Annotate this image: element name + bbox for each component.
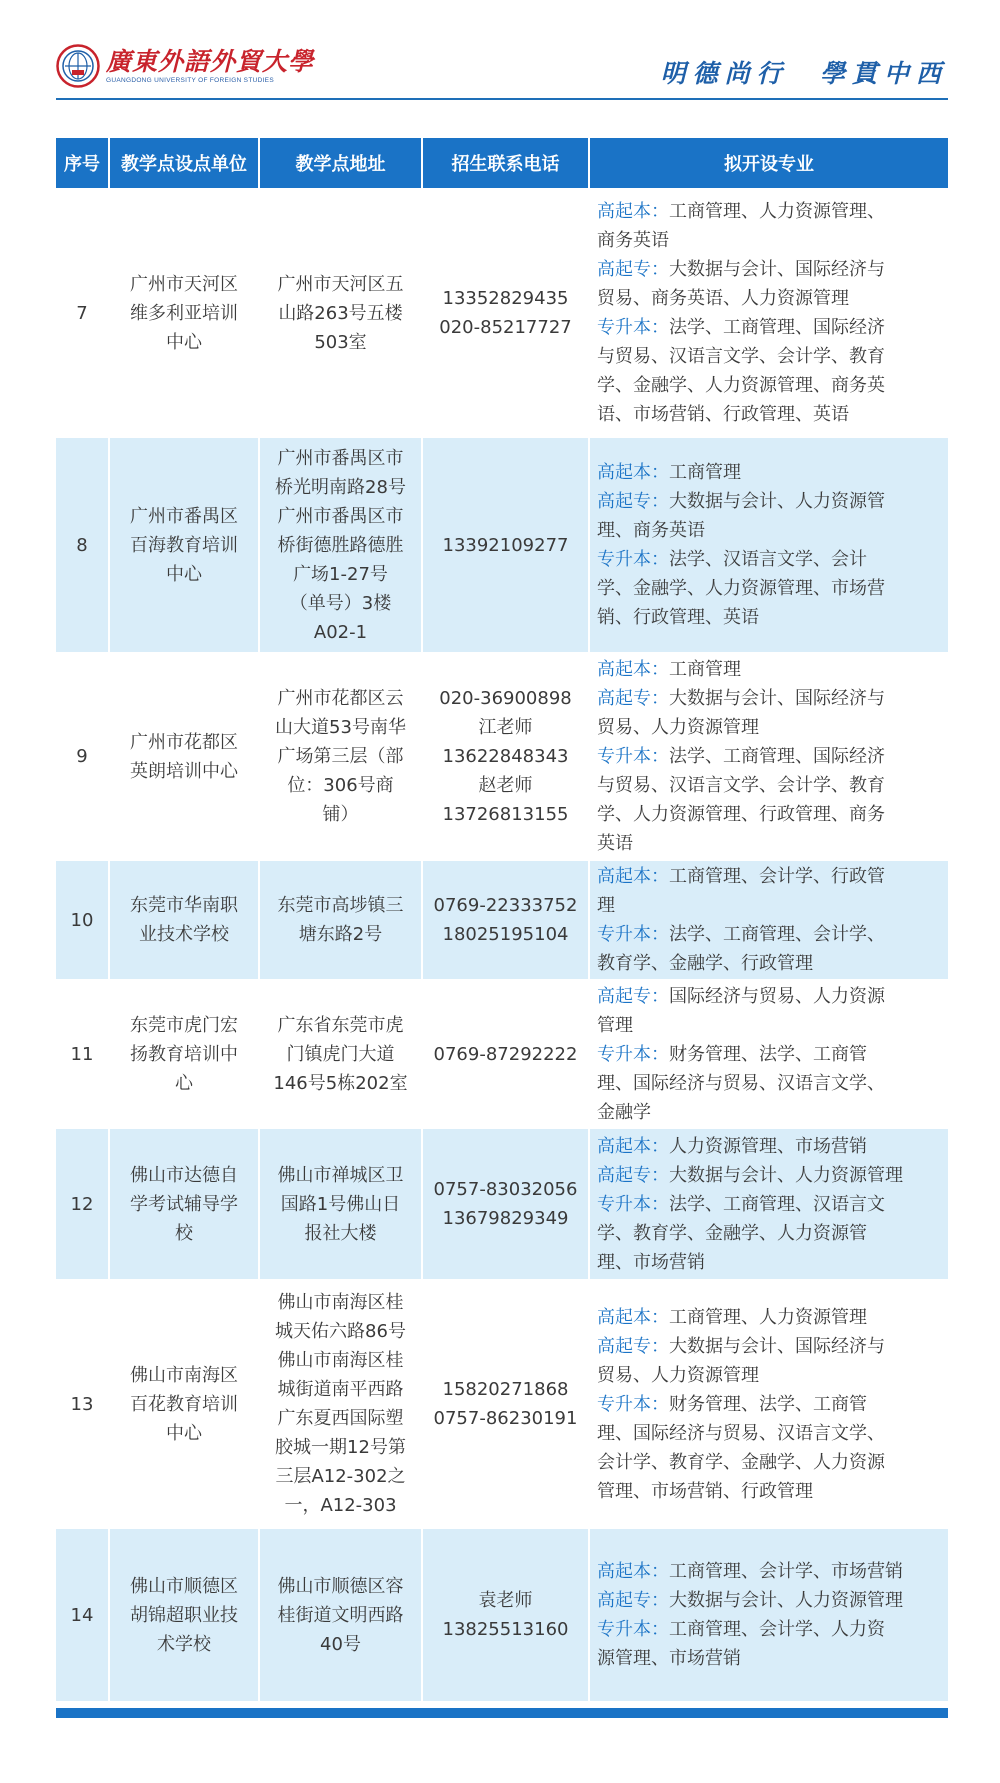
majors-text: 工商管理、会计学、行政管 — [669, 866, 885, 887]
row-number: 10 — [56, 861, 109, 979]
site-address-line: 146号5栋202室 — [273, 1072, 408, 1094]
row-number: 13 — [70, 1393, 94, 1415]
program-level-label: 高起专： — [597, 688, 669, 709]
majors-line — [597, 1615, 942, 1644]
site-phone-line: 18025195104 — [442, 924, 569, 945]
site-phone-line: 0757-86230191 — [433, 1408, 578, 1429]
table-row — [56, 1529, 948, 1701]
site-unit-line: 扬教育培训中 — [130, 1043, 238, 1065]
site-address-line: 桂街道文明西路 — [277, 1604, 404, 1626]
majors-text: 财务管理、法学、工商管 — [669, 1043, 867, 1065]
site-phone — [422, 861, 589, 979]
table-row — [56, 861, 948, 979]
majors-text: 理、国际经济与贸易、汉语言文学、 — [597, 1072, 885, 1094]
majors-line — [597, 800, 942, 829]
majors-line — [597, 255, 942, 284]
site-unit — [109, 188, 259, 438]
majors-line — [597, 713, 942, 742]
site-address-line: 山大道53号南华 — [275, 717, 406, 738]
majors-text: 与贸易、汉语言文学、会计学、教育 — [597, 346, 885, 367]
majors-text: 工商管理、人力资源管理、 — [669, 201, 885, 222]
program-level-label: 专升本： — [597, 1043, 669, 1065]
majors-text: 贸易、人力资源管理 — [597, 717, 759, 738]
majors-text: 财务管理、法学、工商管 — [669, 1393, 867, 1415]
site-address-line: 城天佑六路86号 — [275, 1321, 406, 1342]
site-unit-line: 中心 — [166, 1422, 202, 1444]
majors-line — [597, 1419, 942, 1448]
page-header — [56, 40, 948, 98]
site-unit-line: 业技术学校 — [139, 924, 229, 945]
site-unit-line: 东莞市虎门宏 — [130, 1014, 238, 1036]
majors-line — [597, 1011, 942, 1040]
majors-line — [597, 1477, 942, 1506]
program-level-label: 高起专： — [597, 491, 669, 512]
majors-line — [597, 1069, 942, 1098]
majors-text: 大数据与会计、人力资源管 — [669, 491, 885, 512]
site-address-line: 门镇虎门大道 — [286, 1043, 395, 1065]
site-majors — [589, 652, 948, 861]
table-row — [56, 979, 948, 1129]
program-level-label: 高起本： — [597, 462, 669, 483]
majors-line — [597, 655, 942, 684]
site-address-line: 40号 — [320, 1633, 361, 1655]
site-address-line: 广州市天河区五 — [277, 273, 404, 295]
site-unit-line: 心 — [175, 1072, 193, 1094]
site-phone-line: 袁老师 — [478, 1590, 533, 1611]
site-phone — [422, 438, 589, 652]
site-address-line: 位：306号商 — [287, 775, 394, 796]
majors-text: 贸易、商务英语、人力资源管理 — [597, 288, 849, 309]
site-unit-line: 佛山市顺德区 — [130, 1575, 238, 1597]
program-level-label: 高起专： — [597, 1590, 669, 1611]
majors-line — [597, 574, 942, 603]
majors-text: 法学、汉语言文学、会计 — [669, 549, 867, 570]
university-logo — [56, 44, 314, 88]
site-address-line: 佛山市南海区桂 — [277, 1350, 404, 1371]
table-row — [56, 1279, 948, 1529]
majors-line — [597, 1248, 942, 1277]
majors-line — [597, 862, 942, 891]
row-number: 14 — [56, 1529, 109, 1701]
majors-line — [597, 1190, 942, 1219]
majors-text: 管理 — [597, 1014, 633, 1036]
site-unit-line: 佛山市达德自 — [130, 1164, 238, 1186]
majors-line — [597, 684, 942, 713]
column-header-no: 序号 — [56, 138, 109, 188]
university-name-en: GUANGDONG UNIVERSITY OF FOREIGN STUDIES — [106, 77, 274, 84]
site-phone — [422, 1129, 589, 1279]
site-address-line: A02-1 — [313, 621, 368, 643]
majors-line — [597, 1098, 942, 1127]
program-level-label: 高起本： — [597, 866, 669, 887]
site-phone-line: 13622848343 — [442, 746, 569, 767]
site-phone-line: 13392109277 — [442, 534, 569, 556]
site-phone-line: 15820271868 — [442, 1379, 569, 1400]
majors-text: 与贸易、汉语言文学、会计学、教育 — [597, 775, 885, 796]
university-name-cn: 廣東外語外貿大學 — [106, 47, 315, 76]
majors-text: 理、国际经济与贸易、汉语言文学、 — [597, 1422, 885, 1444]
site-phone — [422, 1279, 589, 1529]
majors-text: 金融学 — [597, 1101, 651, 1123]
row-number: 7 — [76, 302, 88, 324]
site-phone-line: 0769-87292222 — [433, 1043, 578, 1065]
site-phone — [422, 652, 589, 861]
site-address-line: 广州市番禺区市 — [277, 505, 404, 527]
program-level-label: 专升本： — [597, 549, 669, 570]
row-number: 12 — [56, 1129, 109, 1279]
majors-line — [597, 920, 942, 949]
site-address-line: 佛山市禅城区卫 — [277, 1164, 404, 1186]
site-phone-line: 020-85217727 — [439, 317, 572, 338]
majors-line — [597, 891, 942, 920]
site-phone-line: 020-36900898 — [439, 688, 572, 709]
table-body — [56, 188, 948, 1701]
majors-text: 源管理、市场营销 — [597, 1648, 741, 1669]
majors-line — [597, 949, 942, 978]
program-level-label: 高起本： — [597, 659, 669, 680]
majors-text: 法学、工商管理、汉语言文 — [669, 1193, 885, 1215]
program-level-label: 专升本： — [597, 1393, 669, 1415]
program-level-label: 专升本： — [597, 746, 669, 767]
site-phone-line: 13352829435 — [442, 288, 569, 309]
majors-text: 大数据与会计、国际经济与 — [669, 1335, 885, 1357]
site-phone-line: 13726813155 — [442, 804, 569, 825]
site-address-line: 佛山市顺德区容 — [277, 1575, 404, 1597]
site-unit — [109, 438, 259, 652]
majors-text: 商务英语 — [597, 230, 669, 251]
majors-text: 销、行政管理、英语 — [597, 607, 759, 628]
site-address-line: 广东夏西国际塑 — [277, 1408, 404, 1429]
program-level-label: 高起本： — [597, 1135, 669, 1157]
majors-text: 工商管理、会计学、市场营销 — [669, 1561, 903, 1582]
university-motto: 明德尚行 學貫中西 — [660, 59, 948, 88]
site-phone — [422, 188, 589, 438]
program-level-label: 专升本： — [597, 1619, 669, 1640]
site-unit — [109, 1129, 259, 1279]
site-unit — [109, 1279, 259, 1529]
site-address — [259, 1129, 422, 1279]
majors-line — [597, 1219, 942, 1248]
majors-line — [597, 1557, 942, 1586]
site-address-line: 城街道南平西路 — [277, 1379, 404, 1400]
site-address — [259, 652, 422, 861]
majors-line — [597, 1586, 942, 1615]
site-unit-line: 胡锦超职业技 — [130, 1604, 238, 1626]
teaching-sites-table — [56, 138, 948, 1701]
majors-text: 大数据与会计、国际经济与 — [669, 259, 885, 280]
site-phone-line: 13825513160 — [442, 1619, 569, 1640]
site-address-line: 东莞市高埗镇三 — [277, 895, 404, 916]
majors-text: 理、市场营销 — [597, 1251, 705, 1273]
majors-line — [597, 400, 942, 429]
program-level-label: 高起本： — [597, 1306, 669, 1328]
majors-line — [597, 1361, 942, 1390]
majors-text: 法学、工商管理、国际经济 — [669, 746, 885, 767]
site-majors — [589, 861, 948, 979]
site-phone-line: 江老师 — [478, 717, 533, 738]
majors-text: 法学、工商管理、会计学、 — [669, 924, 885, 945]
majors-line — [597, 1161, 942, 1190]
majors-line — [597, 1332, 942, 1361]
site-unit-line: 中心 — [166, 563, 202, 585]
majors-line — [597, 1040, 942, 1069]
site-address-line: 503室 — [314, 331, 367, 353]
site-address-line: 一，A12-303 — [284, 1495, 397, 1516]
majors-line — [597, 1303, 942, 1332]
majors-text: 学、教育学、金融学、人力资源管 — [597, 1222, 867, 1244]
column-header-majors: 拟开设专业 — [589, 138, 948, 188]
majors-line — [597, 1132, 942, 1161]
column-header-phone: 招生联系电话 — [422, 138, 589, 188]
program-level-label: 高起专： — [597, 1164, 669, 1186]
site-address-line: 山路263号五楼 — [278, 302, 403, 324]
site-unit-line: 维多利亚培训 — [130, 302, 238, 324]
majors-line — [597, 313, 942, 342]
program-level-label: 高起专： — [597, 1335, 669, 1357]
program-level-label: 高起专： — [597, 985, 669, 1007]
majors-line — [597, 226, 942, 255]
site-address-line: 广场1-27号 — [293, 563, 388, 585]
site-address — [259, 438, 422, 652]
site-unit-line: 广州市天河区 — [130, 273, 238, 295]
majors-text: 工商管理、人力资源管理 — [669, 1306, 867, 1328]
majors-text: 大数据与会计、人力资源管理 — [669, 1590, 903, 1611]
majors-line — [597, 371, 942, 400]
site-unit-line: 百花教育培训 — [130, 1393, 238, 1415]
site-unit-line: 东莞市华南职 — [130, 895, 238, 916]
site-unit — [109, 1529, 259, 1701]
column-header-address: 教学点地址 — [259, 138, 422, 188]
site-majors — [589, 1529, 948, 1701]
majors-text: 工商管理 — [669, 659, 741, 680]
site-phone — [422, 1529, 589, 1701]
table-row — [56, 1129, 948, 1279]
site-unit-line: 广州市花都区 — [130, 731, 238, 753]
program-level-label: 高起本： — [597, 201, 669, 222]
majors-line — [597, 1644, 942, 1673]
site-address-line: 胶城一期12号第 — [275, 1437, 406, 1458]
site-address-line: （单号）3楼 — [289, 592, 392, 614]
majors-text: 大数据与会计、国际经济与 — [669, 688, 885, 709]
majors-line — [597, 829, 942, 858]
site-unit-line: 百海教育培训 — [130, 534, 238, 556]
site-address-line: 三层A12-302之 — [275, 1466, 406, 1487]
site-phone-line: 13679829349 — [442, 1208, 569, 1229]
site-address-line: 国路1号佛山日 — [280, 1193, 401, 1215]
site-address — [259, 861, 422, 979]
site-majors — [589, 188, 948, 438]
program-level-label: 高起专： — [597, 259, 669, 280]
majors-line — [597, 771, 942, 800]
majors-text: 英语 — [597, 833, 633, 854]
site-address-line: 塘东路2号 — [298, 924, 383, 945]
site-address-line: 桥光明南路28号 — [275, 476, 406, 498]
majors-text: 理、商务英语 — [597, 520, 705, 541]
site-phone-line: 赵老师 — [478, 775, 533, 796]
site-address-line: 广东省东莞市虎 — [277, 1014, 404, 1036]
site-unit-line: 佛山市南海区 — [130, 1364, 238, 1386]
university-seal-icon — [56, 44, 100, 88]
majors-text: 教育学、金融学、行政管理 — [597, 953, 813, 974]
majors-text: 人力资源管理、市场营销 — [669, 1135, 867, 1157]
site-address-line: 报社大楼 — [304, 1222, 377, 1244]
table-row — [56, 188, 948, 438]
site-phone — [422, 979, 589, 1129]
majors-line — [597, 487, 942, 516]
program-level-label: 专升本： — [597, 924, 669, 945]
majors-line — [597, 982, 942, 1011]
site-unit-line: 中心 — [166, 331, 202, 353]
site-majors — [589, 1279, 948, 1529]
majors-text: 国际经济与贸易、人力资源 — [669, 985, 885, 1007]
majors-line — [597, 545, 942, 574]
majors-text: 工商管理 — [669, 462, 741, 483]
site-unit-line: 英朗培训中心 — [130, 760, 238, 782]
table-header-row — [56, 138, 948, 188]
row-number: 9 — [76, 746, 88, 767]
row-number: 8 — [56, 438, 109, 652]
majors-line — [597, 1390, 942, 1419]
row-number: 11 — [70, 1043, 94, 1065]
site-address-line: 桥街德胜路德胜 — [277, 534, 404, 556]
majors-text: 学、人力资源管理、行政管理、商务 — [597, 804, 885, 825]
majors-line — [597, 516, 942, 545]
majors-text: 工商管理、会计学、人力资 — [669, 1619, 885, 1640]
majors-text: 法学、工商管理、国际经济 — [669, 317, 885, 338]
majors-line — [597, 458, 942, 487]
majors-text: 语、市场营销、行政管理、英语 — [597, 404, 849, 425]
header-divider — [56, 98, 948, 100]
majors-text: 会计学、教育学、金融学、人力资源 — [597, 1451, 885, 1473]
site-unit — [109, 979, 259, 1129]
majors-text: 管理、市场营销、行政管理 — [597, 1480, 813, 1502]
program-level-label: 高起本： — [597, 1561, 669, 1582]
site-unit — [109, 861, 259, 979]
site-majors — [589, 438, 948, 652]
site-address — [259, 188, 422, 438]
site-unit-line: 术学校 — [157, 1633, 211, 1655]
site-unit-line: 校 — [175, 1222, 193, 1244]
column-header-unit: 教学点设点单位 — [109, 138, 259, 188]
site-address-line: 广场第三层（部 — [277, 746, 404, 767]
site-address-line: 广州市番禺区市 — [277, 447, 404, 469]
footer-bar — [56, 1708, 948, 1718]
site-address — [259, 1279, 422, 1529]
site-address-line: 佛山市南海区桂 — [277, 1292, 404, 1313]
site-phone-line: 0757-83032056 — [433, 1179, 578, 1200]
site-address — [259, 1529, 422, 1701]
table-row — [56, 438, 948, 652]
site-unit — [109, 652, 259, 861]
site-majors — [589, 979, 948, 1129]
majors-line — [597, 284, 942, 313]
table-row — [56, 652, 948, 861]
majors-text: 大数据与会计、人力资源管理 — [669, 1164, 903, 1186]
site-phone-line: 0769-22333752 — [433, 895, 578, 916]
site-unit-line: 学考试辅导学 — [130, 1193, 238, 1215]
majors-text: 理 — [597, 895, 615, 916]
site-majors — [589, 1129, 948, 1279]
majors-line — [597, 742, 942, 771]
majors-line — [597, 342, 942, 371]
site-unit-line: 广州市番禺区 — [130, 505, 238, 527]
site-address-line: 铺） — [322, 804, 359, 825]
majors-text: 贸易、人力资源管理 — [597, 1364, 759, 1386]
majors-line — [597, 197, 942, 226]
program-level-label: 专升本： — [597, 317, 669, 338]
majors-text: 学、金融学、人力资源管理、市场营 — [597, 578, 885, 599]
program-level-label: 专升本： — [597, 1193, 669, 1215]
site-address-line: 广州市花都区云 — [277, 688, 404, 709]
site-address — [259, 979, 422, 1129]
majors-text: 学、金融学、人力资源管理、商务英 — [597, 375, 885, 396]
majors-line — [597, 1448, 942, 1477]
majors-line — [597, 603, 942, 632]
